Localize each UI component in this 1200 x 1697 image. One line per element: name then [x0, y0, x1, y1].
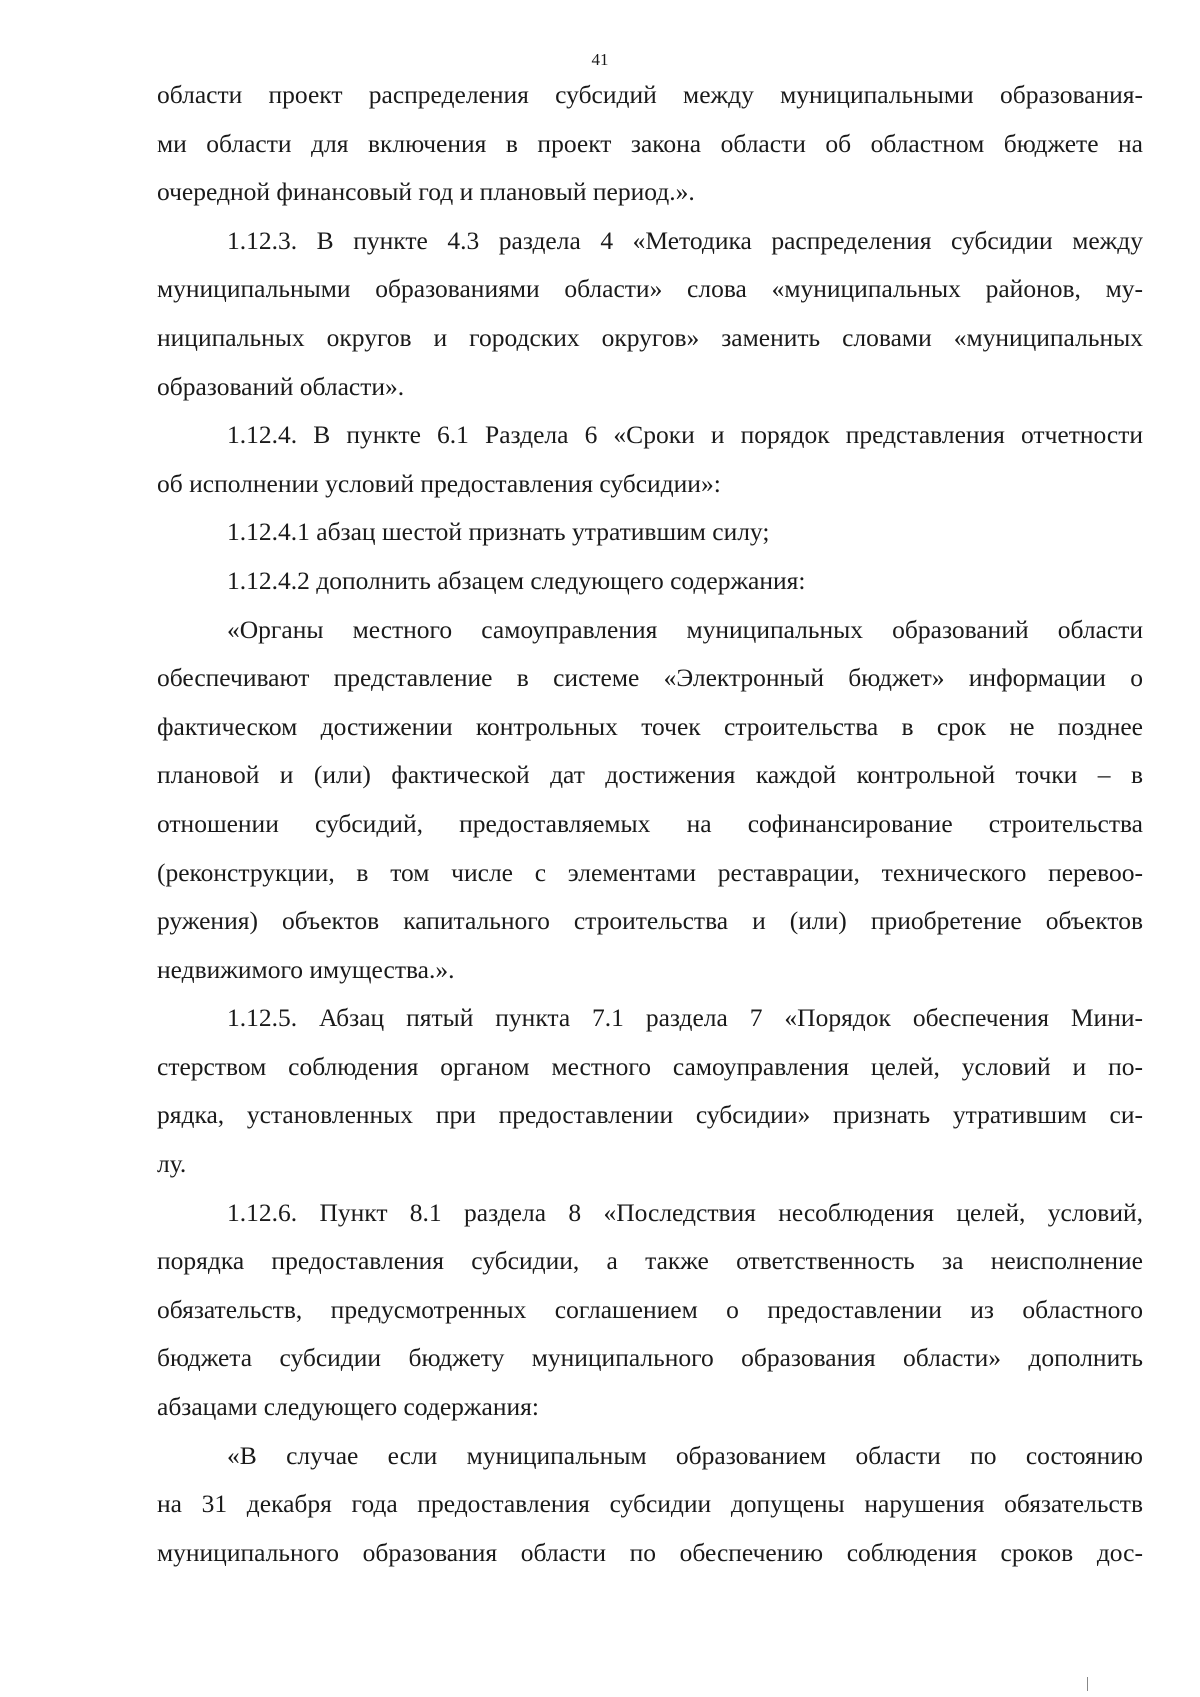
- text-line: ми области для включения в проект закона области об областном бюджете на: [157, 128, 1143, 158]
- page-number: 41: [591, 50, 609, 69]
- paragraph-1-12-4-1: [157, 508, 1143, 557]
- text-line: 1.12.4.2 дополнить абзацем следующего содержания:: [227, 565, 806, 595]
- text-line: стерством соблюдения органом местного самоуправления целей, условий и по-: [157, 1051, 1143, 1081]
- text-line: отношении субсидий, предоставляемых на софинансирование строительства: [157, 808, 1143, 838]
- text-line: ниципальных округов и городских округов» заменить словами «муниципальных: [157, 322, 1143, 352]
- text-line: фактическом достижении контрольных точек строительства в срок не позднее: [157, 711, 1143, 741]
- text-line: бюджета субсидии бюджету муниципального образования области» дополнить: [157, 1343, 1143, 1373]
- text-line: обязательств, предусмотренных соглашением о предоставлении из областного: [157, 1294, 1143, 1324]
- text-line: области проект распределения субсидий между муниципальными образования-: [157, 80, 1143, 109]
- text-line: обеспечивают представление в системе «Электронный бюджет» информации о: [157, 663, 1143, 693]
- paragraph-quote-violations: [157, 1432, 1143, 1578]
- text-line: рядка, установленных при предоставлении субсидии» признать утратившим си-: [157, 1100, 1143, 1130]
- text-line: муниципального образования области по обеспечению соблюдения сроков дос-: [157, 1537, 1143, 1567]
- text-line: муниципальными образованиями области» слова «муниципальных районов, му-: [157, 274, 1143, 304]
- text-line: 1.12.4.1 абзац шестой признать утратившим силу;: [227, 517, 770, 547]
- text-line: образований области».: [157, 371, 405, 401]
- paragraph-1-12-5: [157, 994, 1143, 1188]
- text-line: ружения) объектов капитального строительства и (или) приобретение объектов: [157, 906, 1143, 936]
- text-line: недвижимого имущества.».: [157, 954, 455, 984]
- paragraph-continuation: [157, 71, 1143, 217]
- text-line: порядка предоставления субсидии, а также ответственность за неисполнение: [157, 1246, 1143, 1276]
- text-line: на 31 декабря года предоставления субсидии допущены нарушения обязательств: [157, 1489, 1143, 1519]
- scan-mark: [1087, 1677, 1088, 1691]
- paragraph-1-12-4: [157, 411, 1143, 508]
- paragraph-1-12-6: [157, 1189, 1143, 1432]
- text-line: плановой и (или) фактической дат достижения каждой контрольной точки – в: [157, 760, 1143, 790]
- text-line: «Органы местного самоуправления муниципальных образований области: [227, 614, 1143, 644]
- text-line: об исполнении условий предоставления субсидии»:: [157, 468, 721, 498]
- text-line: лу.: [157, 1149, 187, 1179]
- document-body: [157, 71, 1143, 1577]
- paragraph-1-12-3: [157, 217, 1143, 411]
- text-line: (реконструкции, в том числе с элементами реставрации, технического перевоо-: [157, 857, 1143, 887]
- text-line: 1.12.5. Абзац пятый пункта 7.1 раздела 7 «Порядок обеспечения Мини-: [227, 1003, 1143, 1033]
- paragraph-quote-local-government: [157, 606, 1143, 995]
- text-line: очередной финансовый год и плановый период.».: [157, 177, 695, 207]
- text-line: 1.12.3. В пункте 4.3 раздела 4 «Методика распределения субсидии между: [227, 225, 1143, 255]
- paragraph-1-12-4-2: [157, 557, 1143, 606]
- text-line: 1.12.6. Пункт 8.1 раздела 8 «Последствия несоблюдения целей, условий,: [227, 1197, 1143, 1227]
- text-line: абзацами следующего содержания:: [157, 1392, 539, 1422]
- text-line: 1.12.4. В пункте 6.1 Раздела 6 «Сроки и порядок представления отчетности: [227, 420, 1143, 450]
- text-line: «В случае если муниципальным образованием области по состоянию: [227, 1440, 1143, 1470]
